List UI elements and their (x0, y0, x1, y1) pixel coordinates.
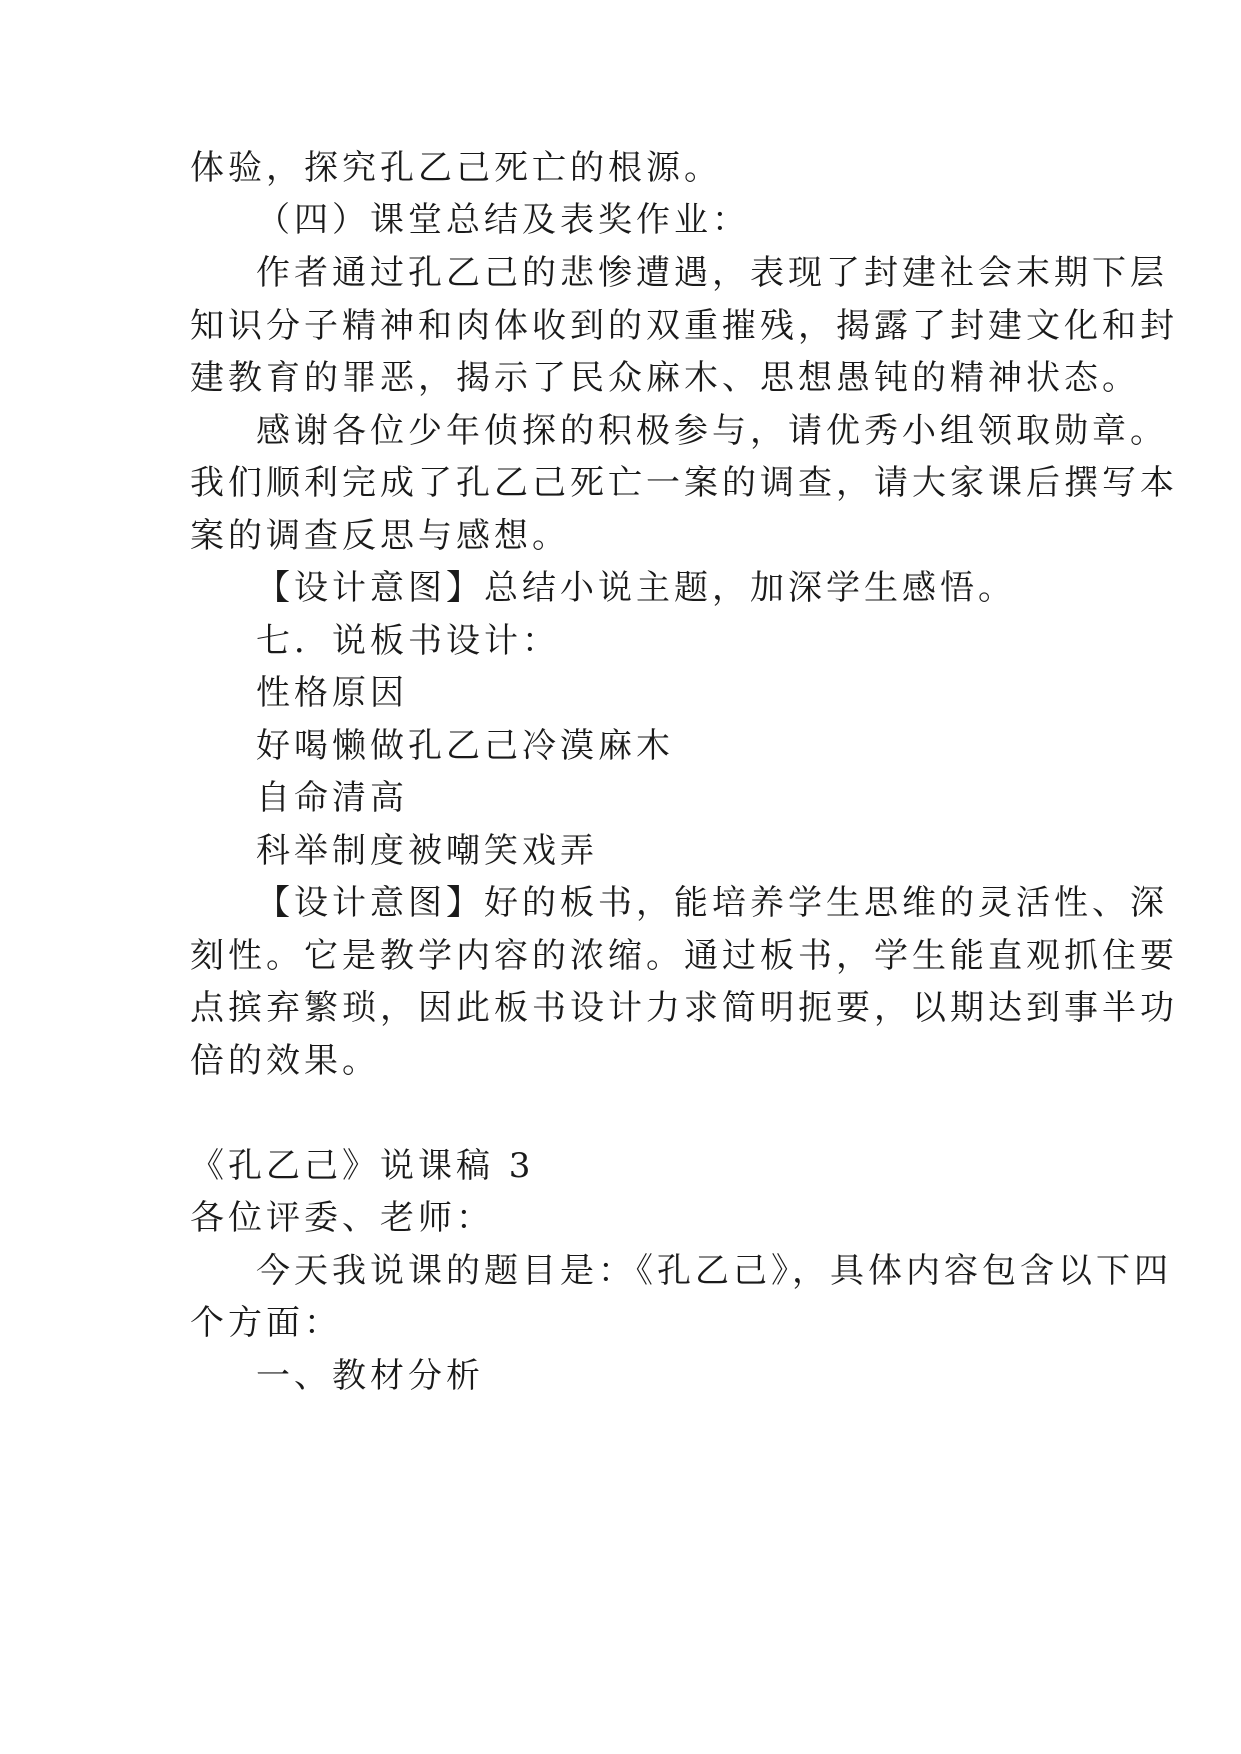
text-line: 倍的效果。 (190, 1041, 380, 1081)
document-title: 《孔乙己》说课稿 3 (190, 1146, 535, 1186)
text-line: 感谢各位少年侦探的积极参与，请优秀小组领取勋章。 (256, 411, 1168, 451)
section-heading: （四）课堂总结及表奖作业： (256, 200, 750, 240)
text-line: 点摈弃繁琐，因此板书设计力求简明扼要，以期达到事半功 (190, 988, 1178, 1028)
board-design-line: 性格原因 (256, 673, 408, 713)
board-design-line: 自命清高 (256, 778, 408, 818)
text-line: 知识分子精神和肉体收到的双重摧残，揭露了封建文化和封 (190, 306, 1178, 346)
section-heading: 七．说板书设计： (256, 621, 560, 661)
design-intent-line: 【设计意图】总结小说主题，加深学生感悟。 (256, 568, 1016, 608)
text-line: 建教育的罪恶，揭示了民众麻木、思想愚钝的精神状态。 (190, 358, 1140, 398)
design-intent-line: 【设计意图】好的板书，能培养学生思维的灵活性、深 (256, 883, 1168, 923)
board-design-line: 科举制度被嘲笑戏弄 (256, 831, 598, 871)
section-heading: 一、教材分析 (256, 1356, 484, 1396)
board-design-line: 好喝懒做孔乙己冷漠麻木 (256, 726, 674, 766)
text-line: 今天我说课的题目是：《孔乙己》，具体内容包含以下四 (256, 1251, 1172, 1291)
text-line: 案的调查反思与感想。 (190, 516, 570, 556)
greeting-line: 各位评委、老师： (190, 1198, 494, 1238)
text-line: 刻性。它是教学内容的浓缩。通过板书，学生能直观抓住要 (190, 936, 1178, 976)
text-line: 体验，探究孔乙己死亡的根源。 (190, 148, 722, 188)
text-line: 作者通过孔乙己的悲惨遭遇，表现了封建社会末期下层 (256, 253, 1168, 293)
text-line: 我们顺利完成了孔乙己死亡一案的调查，请大家课后撰写本 (190, 463, 1178, 503)
text-line: 个方面： (190, 1303, 342, 1343)
